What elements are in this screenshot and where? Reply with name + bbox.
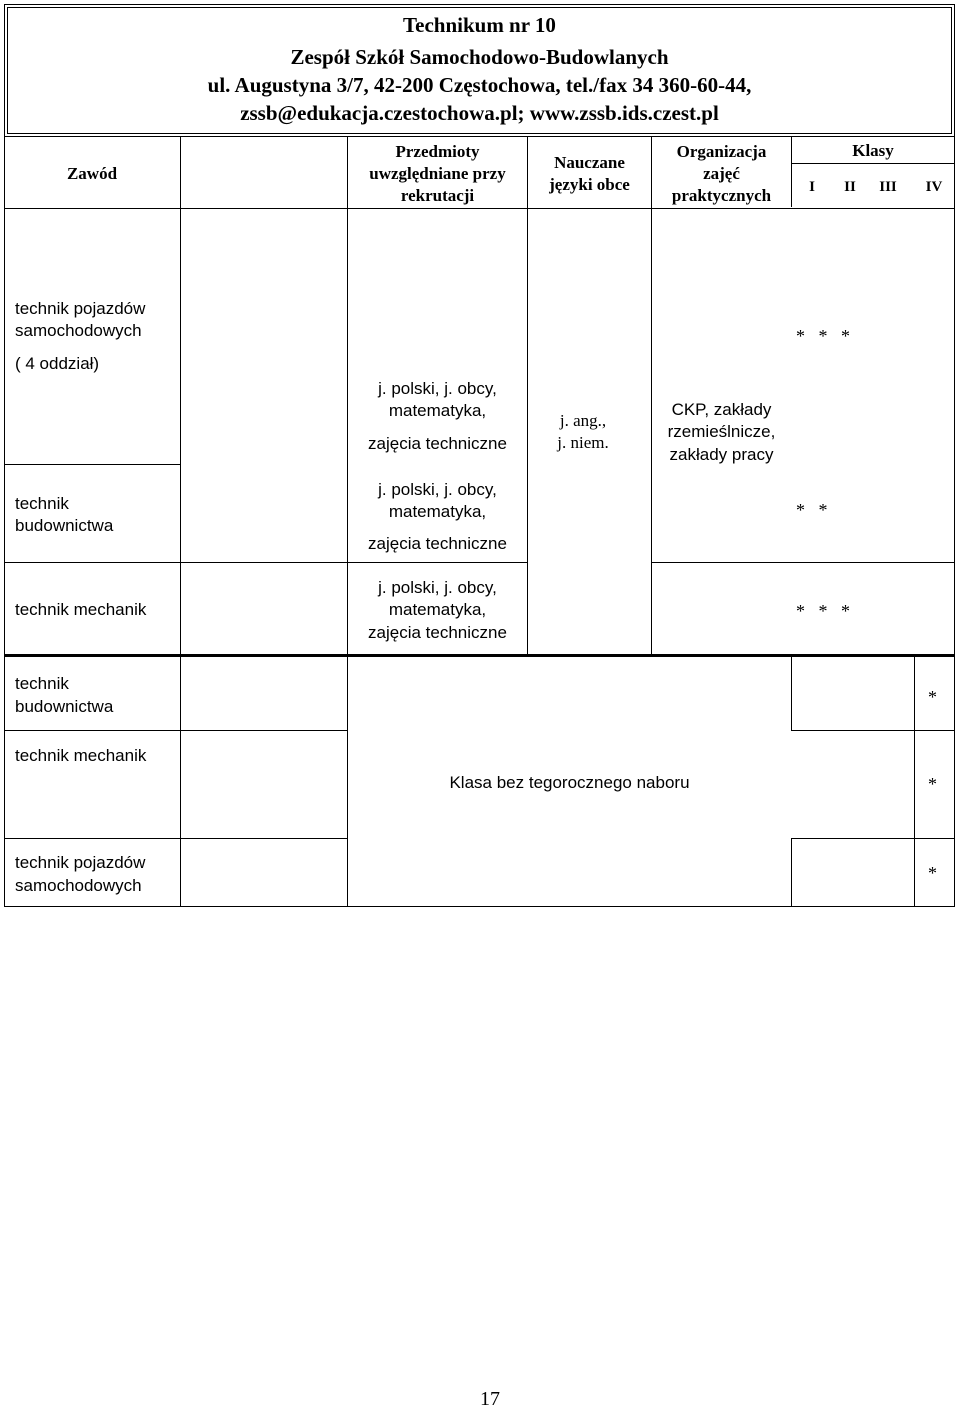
- header-przedmioty-1: Przedmioty: [395, 142, 480, 161]
- jezyki-line-1: j. ang.,: [559, 411, 607, 430]
- header-klasy: Klasy: [852, 141, 894, 160]
- header-zawod: Zawód: [66, 164, 118, 183]
- organizacja-line-3: zakłady pracy: [669, 445, 774, 464]
- header-organizacja-2: zajęć: [703, 164, 740, 183]
- row1-zawod-1: technik pojazdów: [15, 299, 146, 318]
- row2-przedmioty-2: matematyka,: [388, 502, 487, 521]
- lower2-star: *: [928, 774, 937, 794]
- row2-zawod-1: technik: [15, 494, 69, 513]
- header-przedmioty-3: rekrutacji: [400, 186, 475, 205]
- row2-stars: * *: [796, 500, 828, 520]
- table-border-left: [4, 137, 5, 907]
- row2-przedmioty-1: j. polski, j. obcy,: [378, 480, 497, 499]
- row3-przedmioty-1: j. polski, j. obcy,: [378, 578, 497, 597]
- lower3-zawod-2: samochodowych: [15, 876, 142, 895]
- lower2-zawod-1: technik mechanik: [15, 746, 147, 765]
- header-organizacja-1: Organizacja: [676, 142, 767, 161]
- row1-zawod-3: ( 4 oddział): [15, 354, 100, 373]
- school-type: Technikum nr 10: [403, 13, 556, 37]
- organizacja-line-1: CKP, zakłady: [671, 400, 772, 419]
- row3-zawod-1: technik mechanik: [15, 600, 147, 619]
- header-organizacja-3: praktycznych: [671, 186, 772, 205]
- row1-zawod-2: samochodowych: [15, 321, 142, 340]
- section-divider: [4, 654, 955, 657]
- school-contact: zssb@edukacja.czestochowa.pl; www.zssb.ids.czest.pl: [240, 101, 719, 125]
- row3-stars: * * *: [796, 601, 850, 621]
- header-klasa-2: II: [844, 179, 856, 195]
- header-klasa-4: IV: [925, 179, 943, 195]
- header-klasa-1: I: [809, 179, 815, 195]
- organizacja-line-2: rzemieślnicze,: [667, 422, 776, 441]
- row1-przedmioty-2: matematyka,: [388, 401, 487, 420]
- lower1-star: *: [928, 687, 937, 707]
- header-przedmioty-2: uwzględniane przy: [369, 164, 506, 183]
- page-number: 17: [480, 1388, 500, 1410]
- school-address: ul. Augustyna 3/7, 42-200 Częstochowa, tel./fax 34 360-60-44,: [207, 73, 752, 97]
- table-border-bottom: [4, 906, 955, 907]
- jezyki-line-2: j. niem.: [557, 433, 609, 452]
- row3-przedmioty-3: zajęcia techniczne: [368, 623, 507, 642]
- row1-stars: * * *: [796, 326, 850, 346]
- header-klasa-3: III: [879, 179, 897, 195]
- row1-przedmioty-3: zajęcia techniczne: [368, 434, 507, 453]
- row2-przedmioty-3: zajęcia techniczne: [368, 534, 507, 553]
- header-jezyki-2: języki obce: [549, 175, 630, 194]
- header-divider: [4, 208, 955, 209]
- row2-zawod-2: budownictwa: [15, 516, 114, 535]
- lower1-zawod-2: budownictwa: [15, 697, 114, 716]
- row1-przedmioty-1: j. polski, j. obcy,: [378, 379, 497, 398]
- lower1-zawod-1: technik: [15, 674, 69, 693]
- header-jezyki-1: Nauczane: [554, 153, 625, 172]
- school-name: Zespół Szkół Samochodowo-Budowlanych: [290, 45, 669, 69]
- lower3-zawod-1: technik pojazdów: [15, 853, 146, 872]
- row3-przedmioty-2: matematyka,: [388, 600, 487, 619]
- no-enrollment-note: Klasa bez tegorocznego naboru: [449, 773, 690, 792]
- lower3-star: *: [928, 863, 937, 883]
- table-border-right: [954, 137, 955, 907]
